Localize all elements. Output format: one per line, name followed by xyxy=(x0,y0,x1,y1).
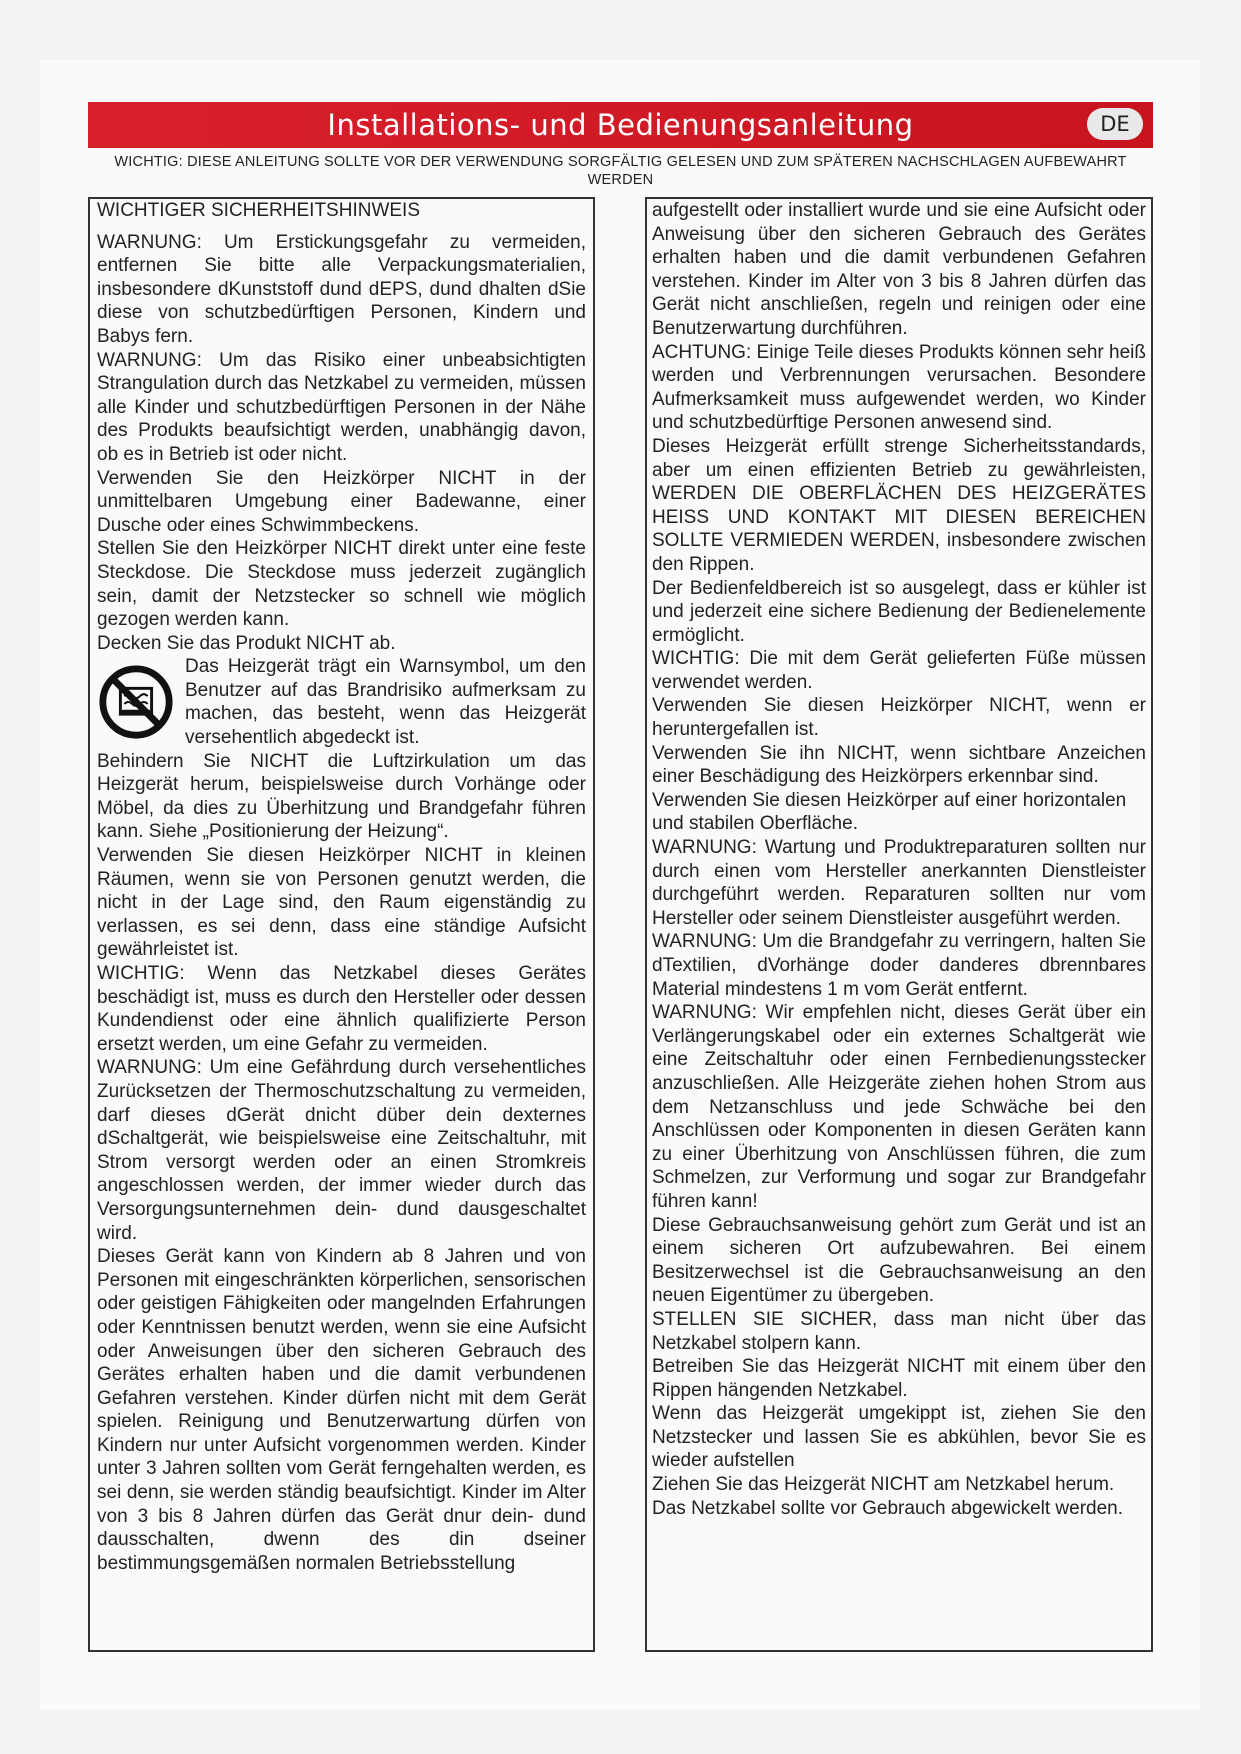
header-banner xyxy=(88,102,1153,148)
paragraph: Dieses Gerät kann von Kindern ab 8 Jahren und von Personen mit eingeschränkten körperlichen, sensorischen oder geistigen Fähigkeiten oder mangelnden Erfahrungen oder Kenntnissen benutzt werden, wenn sie eine Aufsicht oder Anweisungen über den sicheren Gebrauch des Gerätes erhalten haben und die damit verbundenen Gefahren verstehen. Kinder dürfen nicht mit dem Gerät spielen. Reinigung und Benutzerwartung dürfen von Kindern nur unter Aufsicht vorgenommen werden. Kinder unter 3 Jahren sollten vom Gerät ferngehalten werden, es sei denn, sie werden ständig beaufsichtigt. Kinder im Alter von 3 bis 8 Jahren dürfen das Gerät dnur dein- dund dausschalten, dwenn des din dseiner bestimmungsgemäßen normalen Betriebsstellung xyxy=(97,1246,586,1574)
paragraph: Verwenden Sie diesen Heizkörper auf einer horizontalen xyxy=(652,789,1127,811)
paragraph: WICHTIG: Wenn das Netzkabel dieses Gerätes beschädigt ist, muss es durch den Hersteller oder dessen Kundendienst oder eine ähnlich qualifizierte Person ersetzt werden, um eine Gefahr zu vermeiden. xyxy=(97,963,586,1055)
paragraph: Behindern Sie NICHT die Luftzirkulation um das Heizgerät herum, beispielsweise durch Vorhänge oder Möbel, da dies zu Überhitzung und Brandgefahr führen kann. Siehe „Positionierung der Heizung“. xyxy=(97,750,586,843)
paragraph: Decken Sie das Produkt NICHT ab. xyxy=(97,632,396,654)
paragraph: WARNUNG: Um die Brandgefahr zu verringern, halten Sie dTextilien, dVorhänge doder danderes dbrennbares Material mindestens 1 m vom Gerät entfernt. xyxy=(652,931,1146,1000)
language-badge: DE xyxy=(1087,108,1143,140)
paragraph: WARNUNG: Um Erstickungsgefahr zu vermeiden, entfernen Sie bitte alle Verpackungsmaterialien, insbesondere dKunststoff dund dEPS, dund dhalten dSie diese von schutzbedürftigen Personen, Kindern und Babys fern. xyxy=(97,231,586,347)
do-not-cover-icon xyxy=(97,663,175,741)
left-column xyxy=(88,197,595,1652)
paragraph: Betreiben Sie das Heizgerät NICHT mit einem über den Rippen hängenden Netzkabel. xyxy=(652,1356,1146,1401)
warning-symbol-block xyxy=(97,655,586,749)
paragraph: Der Bedienfeldbereich ist so ausgelegt, dass er kühler ist und jederzeit eine sichere Bedienung der Bedienelemente ermöglicht. xyxy=(652,577,1146,646)
paragraph: aufgestellt oder installiert wurde und sie eine Aufsicht oder Anweisung über den sicheren Gebrauch des Gerätes erhalten haben und die damit verbundenen Gefahren verstehen. Kinder im Alter von 3 bis 8 Jahren dürfen das Gerät nicht anschließen, regeln und reinigen oder eine Benutzerwartung durchführen. xyxy=(652,200,1146,339)
right-column xyxy=(645,197,1153,1652)
important-notice: WICHTIG: DIESE ANLEITUNG SOLLTE VOR DER VERWENDUNG SORGFÄLTIG GELESEN UND ZUM SPÄTEREN NACHSCHLAGEN AUFBEWAHRT WERDEN xyxy=(114,154,1127,188)
paragraph: WICHTIG: Die mit dem Gerät gelieferten Füße müssen verwendet werden. xyxy=(652,648,1146,693)
paragraph: Dieses Heizgerät erfüllt strenge Sicherheitsstandards, aber um einen effizienten Betrieb zu gewährleisten, WERDEN DIE OBERFLÄCHEN DES HEIZGERÄTES HEISS UND KONTAKT MIT DIESEN BEREICHEN SOLLTE VERMIEDEN WERDEN, insbesondere zwischen den Rippen. xyxy=(652,435,1146,575)
paragraph: Wenn das Heizgerät umgekippt ist, ziehen Sie den Netzstecker und lassen Sie es abkühlen, bevor Sie es wieder aufstellen xyxy=(652,1403,1146,1472)
paragraph: Verwenden Sie ihn NICHT, wenn sichtbare Anzeichen einer Beschädigung des Heizkörpers erkennbar sind. xyxy=(652,742,1146,788)
page-title: Installations- und Bedienungsanleitung xyxy=(327,108,914,142)
paragraph: Verwenden Sie diesen Heizkörper NICHT, wenn er heruntergefallen ist. xyxy=(652,695,1146,741)
paragraph: Diese Gebrauchsanweisung gehört zum Gerät und ist an einem sicheren Ort aufzubewahren. Bei einem Besitzerwechsel ist die Gebrauchsanweisung an den neuen Eigentümer zu übergeben. xyxy=(652,1214,1146,1307)
paragraph: Das Heizgerät trägt ein Warnsymbol, um den Benutzer auf das Brandrisiko aufmerksam zu machen, das besteht, wenn das Heizgerät versehentlich abgedeckt ist. xyxy=(185,656,586,749)
paragraph: ACHTUNG: Einige Teile dieses Produkts können sehr heiß werden und Verbrennungen verursachen. Besondere Aufmerksamkeit muss aufgewendet werden, wo Kinder und schutzbedürftige Personen anwesend sind. xyxy=(652,341,1146,434)
paragraph: Stellen Sie den Heizkörper NICHT direkt unter eine feste Steckdose. Die Steckdose muss jederzeit zugänglich sein, damit der Netzstecker so schnell wie möglich gezogen werden kann. xyxy=(97,538,586,631)
paragraph: Verwenden Sie den Heizkörper NICHT in der unmittelbaren Umgebung einer Badewanne, einer Dusche oder eines Schwimmbeckens. xyxy=(97,467,586,536)
paragraph: WARNUNG: Wartung und Produktreparaturen sollten nur durch einen vom Hersteller anerkannten Dienstleister durchgeführt werden. Reparaturen sollten nur vom Hersteller oder seinem Dienstleister ausgeführt werden. xyxy=(652,837,1146,929)
paragraph: Das Netzkabel sollte vor Gebrauch abgewickelt werden. xyxy=(652,1497,1124,1519)
paragraph: und stabilen Oberfläche. xyxy=(652,813,858,835)
paragraph: WARNUNG: Wir empfehlen nicht, dieses Gerät über ein Verlängerungskabel oder ein externes Schaltgerät wie eine Zeitschaltuhr oder einen Fernbedienungsstecker anzuschließen. Alle Heizgeräte ziehen hohen Strom aus dem Netzanschluss und jede Schwäche bei den Anschlüssen oder Komponenten in diesen Geräten kann zu einer Überhitzung von Anschlüssen führen, die zum Schmelzen, zur Verformung und sogar zur Brandgefahr führen kann! xyxy=(652,1002,1146,1212)
paragraph: WARNUNG: Um das Risiko einer unbeabsichtigten Strangulation durch das Netzkabel zu vermeiden, müssen alle Kinder und schutzbedürftigen Personen in der Nähe des Produkts beaufsichtigt werden, unabhängig davon, ob es in Betrieb ist oder nicht. xyxy=(97,349,586,465)
section-heading: WICHTIGER SICHERHEITSHINWEIS xyxy=(97,200,421,221)
paragraph: STELLEN SIE SICHER, dass man nicht über das Netzkabel stolpern kann. xyxy=(652,1308,1146,1354)
paragraph: Verwenden Sie diesen Heizkörper NICHT in kleinen Räumen, wenn sie von Personen genutzt werden, die nicht in der Lage sind, den Raum eigenständig zu verlassen, es sei denn, dass eine ständige Aufsicht gewährleistet ist. xyxy=(97,845,586,961)
paragraph: WARNUNG: Um eine Gefährdung durch versehentliches Zurücksetzen der Thermoschutzschaltung zu vermeiden, darf dieses dGerät dnicht düber dein dexternes dSchaltgerät, wie beispielsweise eine Zeitschaltuhr, mit Strom versorgt werden oder an einen Stromkreis angeschlossen werden, der immer wieder durch das Versorgungsunternehmen dein- dund dausgeschaltet wird. xyxy=(97,1057,586,1244)
paragraph: Ziehen Sie das Heizgerät NICHT am Netzkabel herum. xyxy=(652,1474,1115,1496)
